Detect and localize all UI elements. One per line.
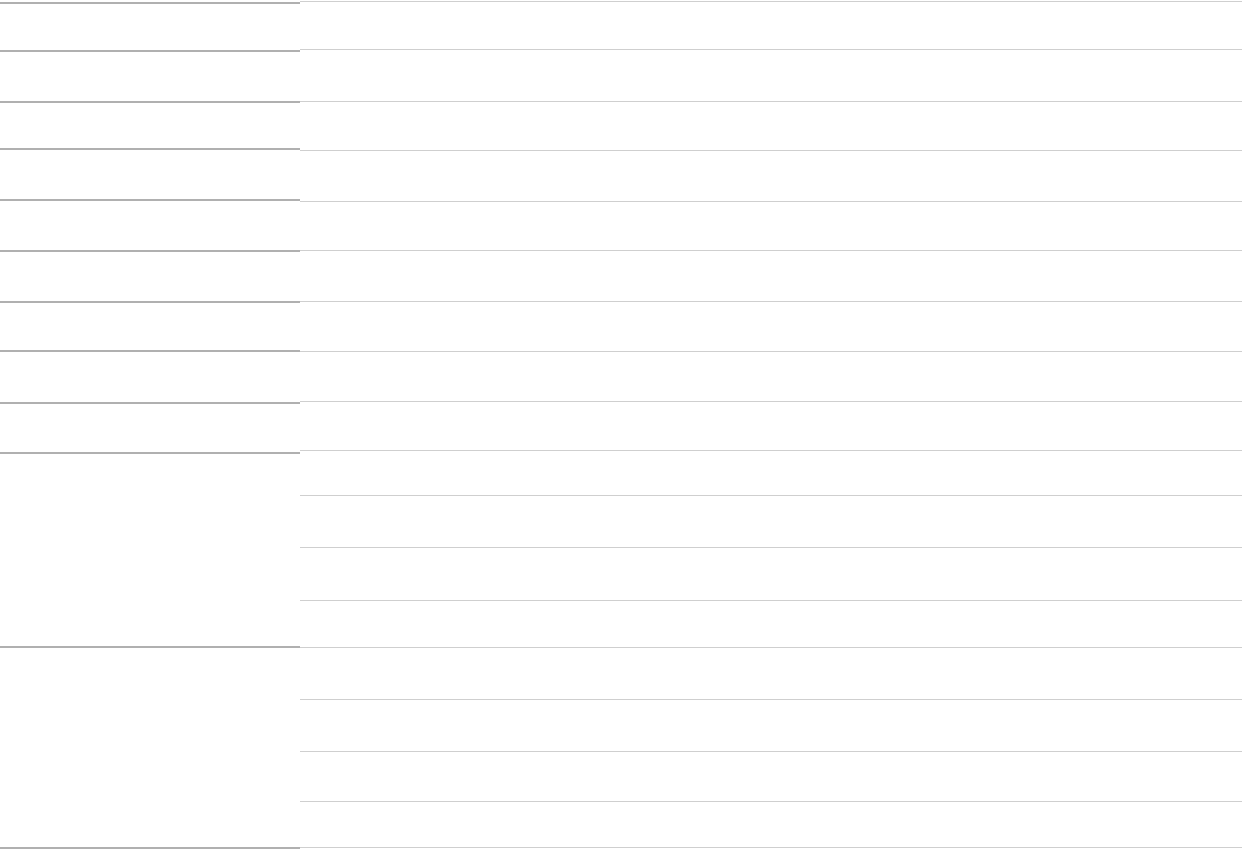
right-rule	[300, 547, 1242, 548]
left-rule	[0, 646, 300, 648]
right-rule	[300, 751, 1242, 752]
right-rule	[300, 699, 1242, 700]
right-rule	[300, 495, 1242, 496]
right-rule	[300, 351, 1242, 352]
right-rule	[300, 647, 1242, 648]
right-rule	[300, 1, 1242, 2]
right-rule	[300, 101, 1242, 102]
left-rule	[0, 50, 300, 52]
right-rule	[300, 401, 1242, 402]
right-rule	[300, 201, 1242, 202]
left-rule	[0, 101, 300, 103]
left-rule	[0, 2, 300, 4]
right-rule	[300, 847, 1242, 848]
right-rule	[300, 301, 1242, 302]
left-column	[0, 0, 300, 853]
right-rule	[300, 600, 1242, 601]
right-rule	[300, 250, 1242, 251]
left-rule	[0, 402, 300, 404]
left-rule	[0, 847, 300, 849]
right-column	[300, 0, 1242, 853]
left-rule	[0, 250, 300, 252]
right-rule	[300, 801, 1242, 802]
left-rule	[0, 301, 300, 303]
left-rule	[0, 350, 300, 352]
right-rule	[300, 450, 1242, 451]
left-rule	[0, 452, 300, 454]
right-rule	[300, 150, 1242, 151]
left-rule	[0, 199, 300, 201]
right-rule	[300, 49, 1242, 50]
left-rule	[0, 148, 300, 150]
